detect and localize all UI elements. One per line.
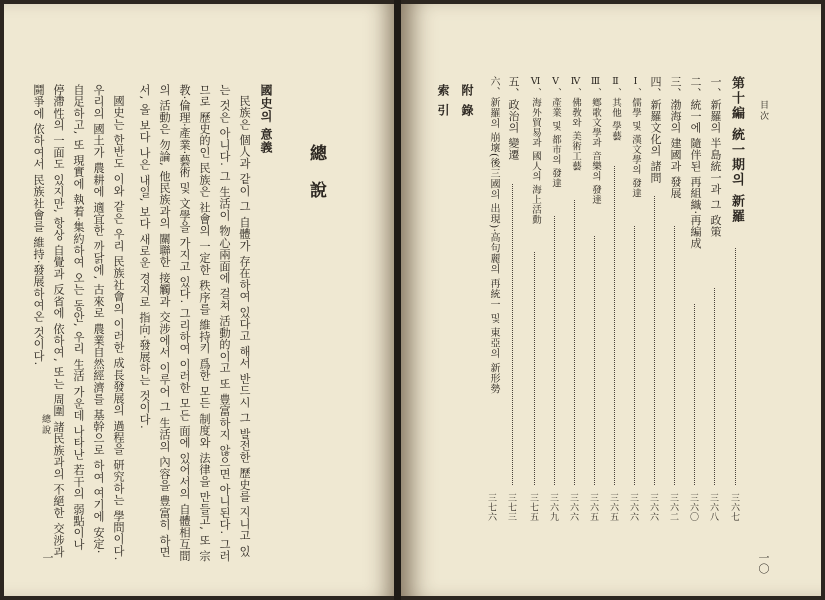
toc-page: 三六五: [608, 492, 618, 521]
leader-dots: [634, 226, 635, 485]
leader-dots: [674, 226, 675, 485]
toc-entry[interactable]: [687, 76, 703, 521]
toc-page: 三六二: [668, 492, 678, 521]
toc-text: 一、新羅의 半島統一과 그 政策: [709, 76, 722, 238]
leader-dots: [694, 304, 695, 485]
leader-dots: [594, 236, 595, 485]
paragraph: 國史는 한반도 이와 같은 우리 民族社會의 이러한 成長發展의 過程을 研究하는 學問이다. 우리의 國土가 農耕에 適宜한 까닭에, 古來로 農業自然經濟를 基幹으로 하여 여기에 安定·自足하고, 또 現實에 執着·集約하여 오는 동안, 우리 生活 가운데 나타난 若干의 弱點이나 停滯性의 一面도 있지만, 항상 自覺과 反省에 依하여, 또는 周圍 諸民族과의 不絕한 交涉과 鬪爭에 依하여서 民族社會를 維持·發展하여온 것이다.: [32, 84, 125, 562]
toc-entry[interactable]: [547, 76, 563, 521]
toc-page: 三六六: [628, 492, 638, 521]
book-gutter: [394, 0, 401, 600]
toc-entry[interactable]: [707, 76, 723, 521]
toc-page: 三六〇: [688, 492, 698, 521]
toc-page: 三六六: [568, 492, 578, 521]
toc-text: 三、渤海의 建國과 發展: [669, 76, 682, 199]
leader-dots: [614, 166, 615, 485]
toc-text: Ⅴ、產業 및 都市의 發達: [550, 76, 561, 189]
leader-dots: [574, 200, 575, 485]
leader-dots: [654, 196, 655, 485]
toc-page: 三六七: [729, 492, 739, 521]
leader-dots: [512, 184, 513, 485]
toc-page: 三七三: [506, 492, 516, 521]
toc-entry[interactable]: [667, 76, 683, 521]
toc-text: 五、政治의 變遷: [507, 76, 520, 161]
toc-page: 三六九: [548, 492, 558, 521]
toc-page: 三六五: [588, 492, 598, 521]
toc-text: 二、統一에 隨伴된 再組織·再編成: [689, 76, 702, 249]
leader-dots: [554, 216, 555, 485]
toc-text: Ⅵ、海外貿易과 國人의 海上活動: [530, 76, 541, 225]
leader-dots: [714, 288, 715, 485]
index-label[interactable]: 索引: [436, 84, 450, 124]
toc-entry[interactable]: [587, 76, 603, 521]
page-title: 總說: [306, 144, 326, 218]
leader-dots: [534, 252, 535, 485]
section-heading: 國史의 意義: [259, 84, 273, 155]
paragraph: 民族은 個人과 같이 그 自體가 存在하여 있다고 해서 반드시 그 발전한 歷史를 지니고 있는 것은 아니다. 그 生活이 物心兩面에 걸쳐 活動的이고 또 豊富하지 않으면 아니된다. 그러므로 歷史的인 民族은 社會의 一定한 秩序를 維持키 爲한 모든 制度와 法律을 만들고, 또 宗教·倫理·產業·藝術 및 文學을 가지고 있다. 그리하여 이러한 모든 面에 있어서의 自體相互間의 活動은 勿論, 他民族과의 關聯한 接觸과 交涉에서 이루어 그 生活의 內容을 豊富히 하면서, 올 보다 나은 내일, 보다 새로운 경지로 指向·發展하는 것이다.: [138, 84, 251, 562]
toc-text: 第十編 統一期의 新羅: [729, 76, 744, 225]
body-text: [34, 84, 254, 564]
toc-entry[interactable]: [607, 76, 623, 521]
toc-entry[interactable]: [627, 76, 643, 521]
toc-entry[interactable]: [485, 76, 501, 521]
toc-text: Ⅳ、佛敎와 美術工藝: [570, 76, 581, 172]
toc-page: 三七五: [528, 492, 538, 521]
toc-entry[interactable]: [728, 76, 744, 521]
header-label: 目次: [758, 100, 768, 122]
appendix-label[interactable]: 附錄: [460, 84, 474, 124]
toc-page: 三七六: [486, 492, 496, 521]
toc-text: 六、新羅의 崩壞(後三國의 出現)·高句麗의 再統一 및 東亞의 新形勢: [488, 76, 499, 395]
toc-page: 三六八: [708, 492, 718, 521]
footer-label: 總說: [40, 414, 50, 436]
toc-text: Ⅱ、其他 學藝: [610, 76, 621, 142]
toc-entry[interactable]: [647, 76, 663, 521]
toc-text: Ⅰ、儒學 및 漢文學의 發達: [630, 76, 641, 199]
toc-page: 三六六: [648, 492, 658, 521]
toc-entry[interactable]: [567, 76, 583, 521]
toc-entry[interactable]: [505, 76, 521, 521]
page-number: 一〇: [757, 552, 770, 574]
toc-entry[interactable]: [527, 76, 543, 521]
leader-dots: [735, 248, 736, 485]
left-page: [4, 4, 394, 596]
toc-text: 四、新羅文化의 諸問: [649, 76, 662, 184]
right-page: [401, 4, 821, 596]
page-number: 一: [41, 552, 54, 563]
toc-text: Ⅲ、鄕歌文學과 音樂의 發達: [590, 76, 601, 205]
